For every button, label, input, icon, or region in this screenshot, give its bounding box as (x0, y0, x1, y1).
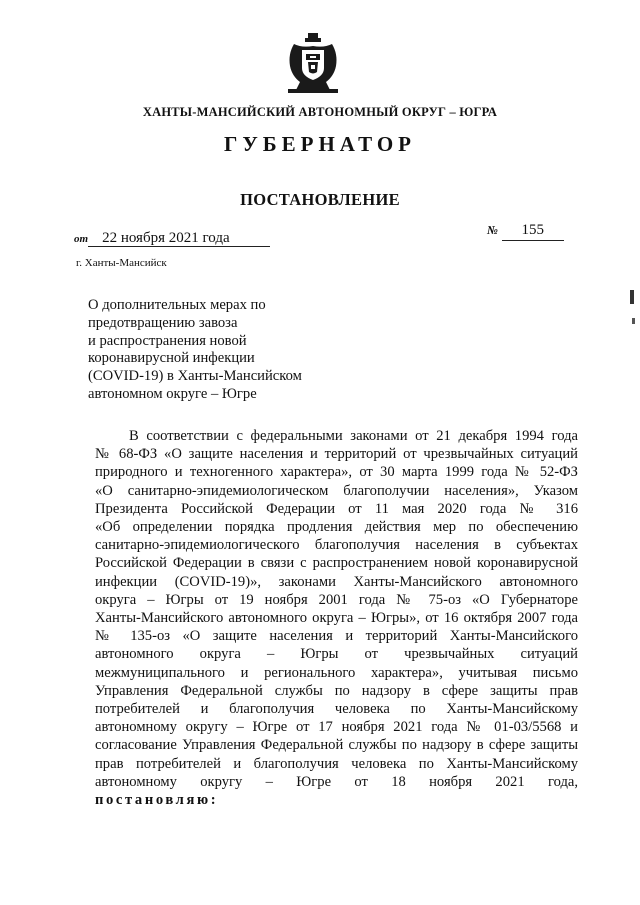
body-line: № 68-ФЗ «О защите населения и территорий от чрезвычайных ситуаций (95, 446, 578, 463)
date-prefix: от (74, 233, 89, 245)
subject-line: коронавирусной инфекции (88, 350, 255, 367)
document-type: ПОСТАНОВЛЕНИЕ (240, 190, 400, 209)
number-prefix: № (487, 223, 498, 237)
body-line: природного и техногенного характера», от 30 марта 1999 года № 52-ФЗ (95, 464, 578, 481)
body-line: автономного округа – Югры от чрезвычайных ситуаций (95, 646, 578, 663)
body-line: Российской Федерации в связи с распространением новой коронавирусной (95, 555, 578, 572)
document-number: 155 (502, 222, 564, 241)
body-line: Президента Российской Федерации от 11 мая 2020 года № 316 (95, 500, 578, 517)
subject-line: автономном округе – Югре (88, 385, 257, 402)
body-line: санитарно-эпидемиологического благополучия населения в субъектах (95, 537, 578, 554)
body-line: инфекции (COVID-19)», законами Ханты-Мансийского автономного (95, 573, 578, 590)
subject-line: и распространения новой (88, 332, 247, 349)
body-line: № 135-оз «О защите населения и территорий Ханты-Мансийского (95, 628, 578, 645)
date-line (74, 230, 270, 247)
city: г. Ханты-Мансийск (76, 257, 167, 269)
coat-of-arms-icon (284, 32, 342, 94)
body-line: «Об определении порядка продления действия мер по обеспечению (95, 519, 578, 536)
body-paragraph (95, 427, 578, 809)
body-line: межмуниципального и регионального характера», учитывая письмо (95, 664, 578, 681)
body-line: прав потребителей и благополучия человека по Ханты-Мансийскому (95, 755, 578, 772)
region-name: ХАНТЫ-МАНСИЙСКИЙ АВТОНОМНЫЙ ОКРУГ – ЮГРА (142, 105, 498, 119)
decree-closing: постановляю: (95, 792, 219, 809)
body-line: автономному округу – Югре от 18 ноября 2021 года, (95, 773, 578, 790)
subject-line: (COVID-19) в Ханты-Мансийском (88, 368, 302, 385)
number-line (487, 222, 564, 241)
scan-edge-mark (630, 290, 634, 304)
body-line: потребителей и благополучия человека по Ханты-Мансийскому (95, 701, 578, 718)
body-line: Управления Федеральной службы по надзору в сфере защиты прав (95, 682, 578, 699)
document-date: 22 ноября 2021 года (88, 230, 270, 247)
body-line: согласование Управления Федеральной службы по надзору в сфере защиты (95, 737, 578, 754)
body-line: «О санитарно-эпидемиологическом благополучии населения», Указом (95, 482, 578, 499)
scan-edge-mark (632, 318, 635, 324)
body-line: Ханты-Мансийского автономного округа – Югры», от 16 октября 2007 года (95, 610, 578, 627)
subject-line: О дополнительных мерах по (88, 297, 266, 313)
subject-line: предотвращению завоза (88, 314, 238, 331)
body-line: автономному округу – Югре от 17 ноября 2021 года № 01-03/5568 и (95, 719, 578, 736)
body-line: В соответствии с федеральными законами от 21 декабря 1994 года (129, 428, 578, 444)
body-line: округа – Югры от 19 ноября 2001 года № 75-оз «О Губернаторе (95, 591, 578, 608)
governor-title: ГУБЕРНАТОР (223, 132, 417, 156)
document-subject (88, 297, 358, 404)
